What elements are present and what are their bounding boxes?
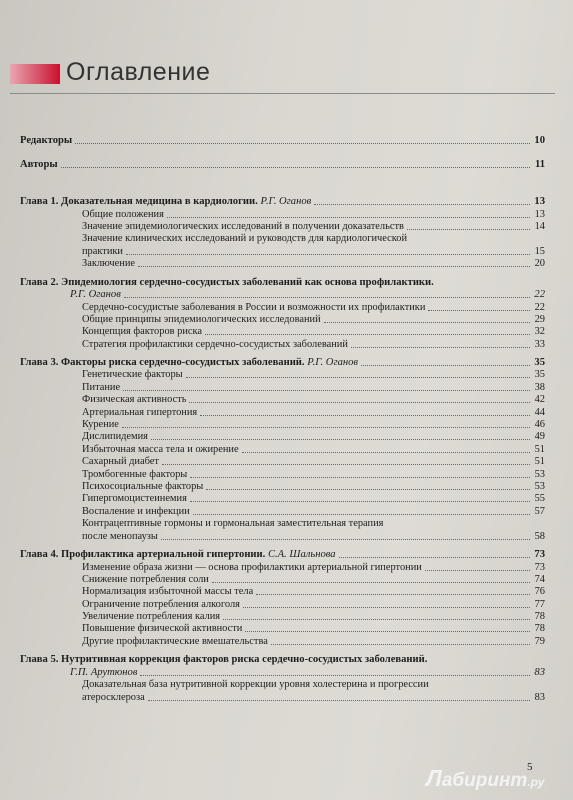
chapter-entry: Глава 5. Нутритивная коррекция факторов риска сердечно-сосудистых заболеваний. xyxy=(20,654,428,666)
toc-subentry: Снижение потребления соли 74 xyxy=(82,573,545,585)
toc-subentry: Ограничение потребления алкоголя 77 xyxy=(82,598,545,610)
toc-subentry: Общие положения 13 xyxy=(82,208,545,220)
toc-subentry: Общие принципы эпидемиологических исследований 29 xyxy=(82,313,545,325)
toc-subentry: Дислипидемия 49 xyxy=(82,431,545,443)
toc-subentry: Избыточная масса тела и ожирение 51 xyxy=(82,443,545,455)
chapter-author: Г.П. Арутюнов 83 xyxy=(70,666,545,678)
toc-subentry: Контрацептивные гормоны и гормональная заместительная терапия xyxy=(82,517,384,529)
chapter-entry: Глава 4. Профилактика артериальной гипертонии. С.А. Шальнова 73 xyxy=(20,549,545,561)
toc-subentry: Физическая активность 42 xyxy=(82,394,545,406)
page-title: Оглавление xyxy=(66,58,211,86)
toc-subentry: Психосоциальные факторы 53 xyxy=(82,480,545,492)
toc-subentry: Сахарный диабет 51 xyxy=(82,456,545,468)
heading-rule xyxy=(10,93,555,94)
toc-entry: Авторы 11 xyxy=(20,158,545,170)
toc-subentry: Тромбогенные факторы 53 xyxy=(82,468,545,480)
toc-subentry: Стратегия профилактики сердечно-сосудистых заболеваний 33 xyxy=(82,338,545,350)
chapter-entry: Глава 1. Доказательная медицина в кардиологии. Р.Г. Оганов 13 xyxy=(20,196,545,208)
chapter-author: Р.Г. Оганов 22 xyxy=(70,289,545,301)
toc-subentry: Заключение 20 xyxy=(82,258,545,270)
toc-subentry: Нормализация избыточной массы тела 76 xyxy=(82,586,545,598)
table-of-contents xyxy=(20,131,545,704)
watermark-logo: Лабиринт.ру xyxy=(426,765,545,791)
toc-subentry: Другие профилактические вмешательства 79 xyxy=(82,635,545,647)
toc-subentry: Сердечно-сосудистые заболевания в России и возможности их профилактики 22 xyxy=(82,301,545,313)
toc-subentry: Воспаление и инфекции 57 xyxy=(82,505,545,517)
toc-subentry: Повышение физической активности 78 xyxy=(82,623,545,635)
toc-subentry: Значение клинических исследований и руководств для кардиологической xyxy=(82,232,408,244)
chapter-entry: Глава 3. Факторы риска сердечно-сосудистых заболеваний. Р.Г. Оганов 35 xyxy=(20,357,545,369)
page-number: 5 xyxy=(527,761,533,773)
toc-subentry: Гипергомоцистеинемия 55 xyxy=(82,493,545,505)
toc-subentry: Концепция факторов риска 32 xyxy=(82,326,545,338)
heading-accent-bar xyxy=(10,64,60,84)
toc-subentry: Доказательная база нутритивной коррекции уровня холестерина и прогрессии xyxy=(82,678,429,690)
toc-subentry: Питание 38 xyxy=(82,381,545,393)
toc-subentry: Артериальная гипертония 44 xyxy=(82,406,545,418)
toc-entry: Редакторы 10 xyxy=(20,135,545,147)
toc-subentry: Значение эпидемиологических исследований в получении доказательств 14 xyxy=(82,220,545,232)
toc-subentry: Увеличение потребления калия 78 xyxy=(82,611,545,623)
chapter-entry: Глава 2. Эпидемиология сердечно-сосудистых заболеваний как основа профилактики. xyxy=(20,276,434,288)
toc-subentry: Курение 46 xyxy=(82,419,545,431)
toc-subentry: Генетические факторы 35 xyxy=(82,369,545,381)
toc-subentry-cont: после менопаузы 58 xyxy=(82,530,545,542)
toc-subentry-cont: атеросклероза 83 xyxy=(82,691,545,703)
toc-subentry-cont: практики 15 xyxy=(82,245,545,257)
toc-subentry: Изменение образа жизни — основа профилактики артериальной гипертонии 73 xyxy=(82,561,545,573)
